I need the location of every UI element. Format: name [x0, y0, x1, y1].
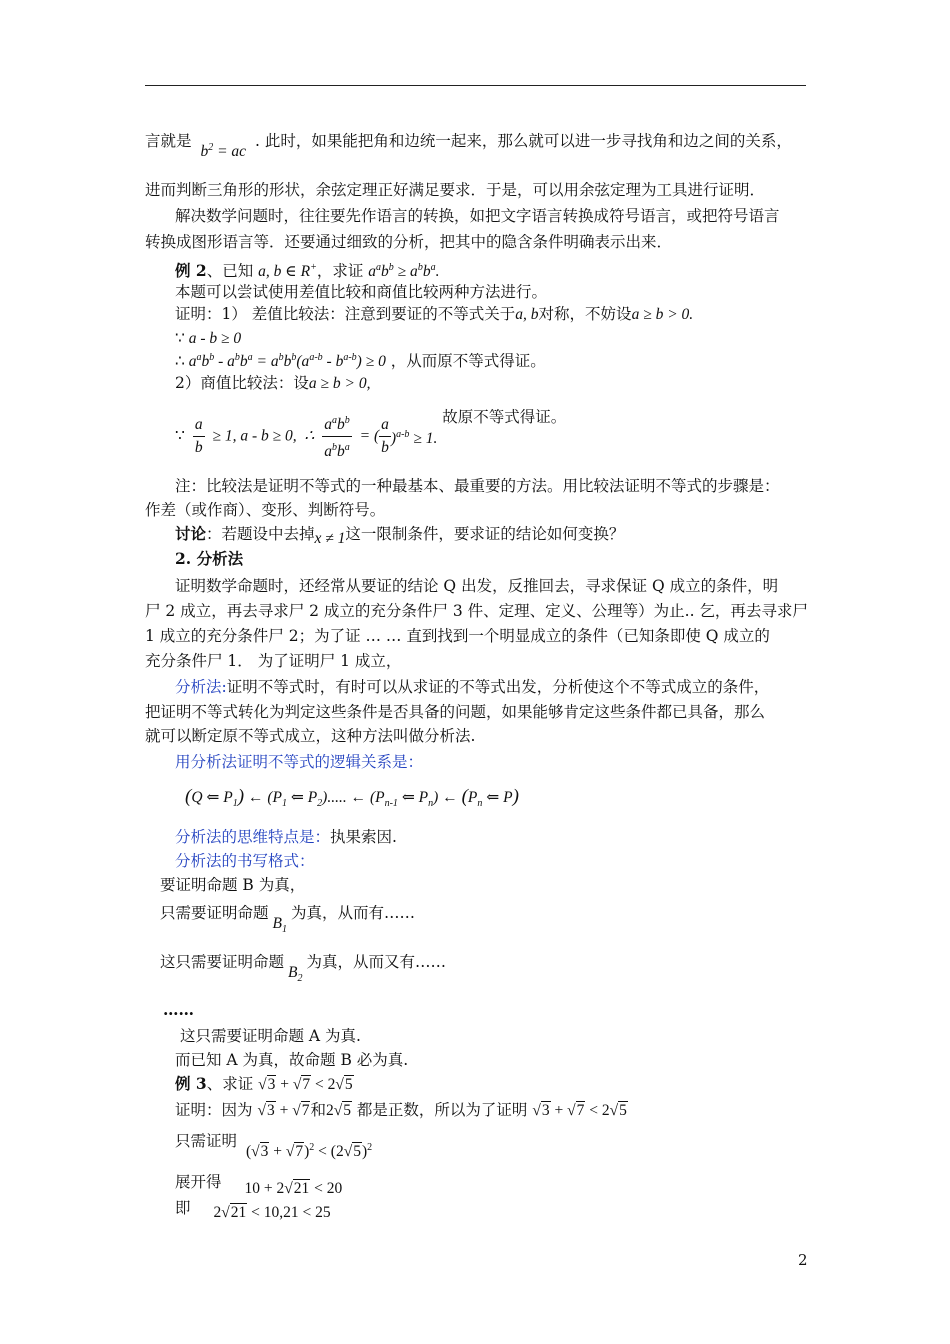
section-2-heading: 2. 分析法 [175, 549, 244, 568]
page-number: 2 [798, 1251, 808, 1269]
note-line-1: 注：比较法是证明不等式的一种最基本、最重要的方法。用比较法证明不等式的步骤是： [175, 477, 780, 495]
format-line-5: 这只需要证明命题 A 为真. [180, 1027, 361, 1045]
format-line-3: 这只需要证明命题$B_2$为真，从而又有…… [160, 953, 446, 985]
math-because-a-minus-b: ∵ a - b ≥ 0 [175, 330, 242, 347]
format-line-ellipsis: …… [163, 1000, 194, 1019]
math-squared-inequality: $(√3 + √7)^2 < (2√5)^2$ [245, 1142, 373, 1161]
math-ex2-inequality: $a^ab^b \ge a^bb^a$. [368, 262, 440, 281]
proof-ex3-line-2: 只需证明 $(√3 + √7)^2 < (2√5)^2$ [175, 1132, 373, 1161]
math-difference-expansion: ∴ $a^ab^b - a^bb^a = a^bb^b(a^{a-b} - b^{a-b}) \ge 0$ ，从而原不等式得证。 [175, 352, 546, 371]
format-line-1: 要证明命题 B 为真， [160, 876, 306, 894]
math-ab: a, b [515, 306, 539, 323]
math-b2-ac: $b^2$ = ac [200, 142, 247, 161]
math-positive-terms: √3 + √7和2√5 [257, 1102, 351, 1119]
math-B1: $B_1$ [272, 915, 287, 936]
definition-line-1: 分析法:证明不等式时，有时可以从求证的不等式出发，分析使这个不等式成立的条件， [175, 678, 770, 696]
analysis-para-line-2: 尸 2 成立，再去寻求尸 2 成立的充分条件尸 3 件、定理、定义、公理等）为止.. 乞，再去寻求尸 [145, 602, 808, 620]
proof-ex3-line-3: 展开得 10 + 2√21 < 20 [175, 1173, 343, 1197]
thinking-feature-line: 分析法的思维特点是：执果索因. [175, 828, 397, 846]
writing-format-label: 分析法的书写格式： [175, 852, 315, 870]
proof-ex3-line-1: 证明：因为 √3 + √7和2√5 都是正数，所以为了证明 √3 + √7 < 2√5 [175, 1101, 627, 1119]
math-B2: $B_2$ [288, 964, 303, 985]
paragraph-line-4: 转换成图形语言等．还要通过细致的分析，把其中的隐含条件明确表示出来． [145, 233, 673, 251]
proof-ex3-line-4: 即 2√21 < 10,21 < 25 [175, 1199, 331, 1221]
paragraph-line-6: 本题可以尝试使用差值比较和商值比较两种方法进行。 [175, 283, 548, 301]
math-expanded: 10 + 2√21 < 20 [244, 1180, 343, 1197]
definition-line-2: 把证明不等式转化为判定这些条件是否具备的问题，如果能够肯定这些条件都已具备，那么 [145, 703, 766, 721]
math-quotient-expression: ∵ $\frac{a}{b}$ ≥ 1, a - b ≥ 0, ∴ $\frac{a^ab^b}{a^bb^a}$ = ( $\frac{a}{b}$ )$^{a-b}$ ≥ 1. 故原不等式得证。 [175, 408, 567, 461]
paragraph-line-1: 言就是 $b^2$ = ac . 此时，如果能把角和边统一起来，那么就可以进一步寻找角和边之间的关系， [145, 132, 792, 161]
example-3-heading: 例 3、求证 √3 + √7 < 2√5 [175, 1074, 353, 1093]
math-ab-in-R: a, b ∈ R+ [258, 262, 317, 281]
analysis-para-line-3: 1 成立的充分条件尸 2；为了证 … … 直到找到一个明显成立的条件（已知条即使 Q 成立的 [145, 627, 770, 645]
paragraph-line-2: 进而判断三角形的形状，余弦定理正好满足要求．于是，可以用余弦定理为工具进行证明． [145, 181, 766, 199]
math-a-ge-b-gt-0: a ≥ b > 0. [631, 306, 694, 323]
proof-line-diff: 证明：1） 差值比较法：注意到要证的不等式关于a, b对称，不妨设a ≥ b > 0. [175, 305, 694, 323]
format-line-2: 只需要证明命题$B_1$为真，从而有…… [160, 904, 415, 936]
discussion-line: 讨论：若题设中去掉x ≠ 1这一限制条件，要求证的结论如何变换？ [175, 524, 625, 547]
math-logic-chain: (Q ⇐ $P_1$) ← ($P_1$ ⇐ $P_2$)..... ← ($P_{n-1}$ ⇐ $P_n$) ← ($P_n$ ⇐ P) [185, 786, 519, 810]
definition-line-3: 就可以断定原不等式成立，这种方法叫做分析法. [145, 727, 476, 745]
math-a-ge-b-gt-0-quot: a ≥ b > 0, [308, 375, 371, 392]
note-line-2: 作差（或作商）、变形、判断符号。 [145, 501, 386, 519]
math-x-ne-1: x ≠ 1 [314, 530, 346, 547]
math-ex3-inequality: √3 + √7 < 2√5 [258, 1076, 353, 1093]
paragraph-line-3: 解决数学问题时，往往要先作语言的转换，如把文字语言转换成符号语言，或把符号语言 [175, 207, 780, 225]
example-2-heading: 例 2、已知 a, b ∈ R+，求证 $a^ab^b \ge a^bb^a$. [175, 261, 440, 281]
analysis-para-line-4: 充分条件尸 1． 为了证明尸 1 成立， [145, 652, 402, 670]
analysis-para-line-1: 证明数学命题时，还经常从要证的结论 Q 出发，反推回去，寻求保证 Q 成立的条件，明 [175, 577, 779, 595]
header-rule [145, 85, 806, 86]
math-ex3-target: √3 + √7 < 2√5 [532, 1102, 627, 1119]
math-final: 2√21 < 10,21 < 25 [213, 1204, 331, 1221]
logic-relation-label: 用分析法证明不等式的逻辑关系是： [175, 753, 424, 771]
proof-line-quotient: 2）商值比较法：设a ≥ b > 0, [175, 374, 371, 392]
format-line-6: 而已知 A 为真，故命题 B 必为真. [175, 1051, 409, 1069]
